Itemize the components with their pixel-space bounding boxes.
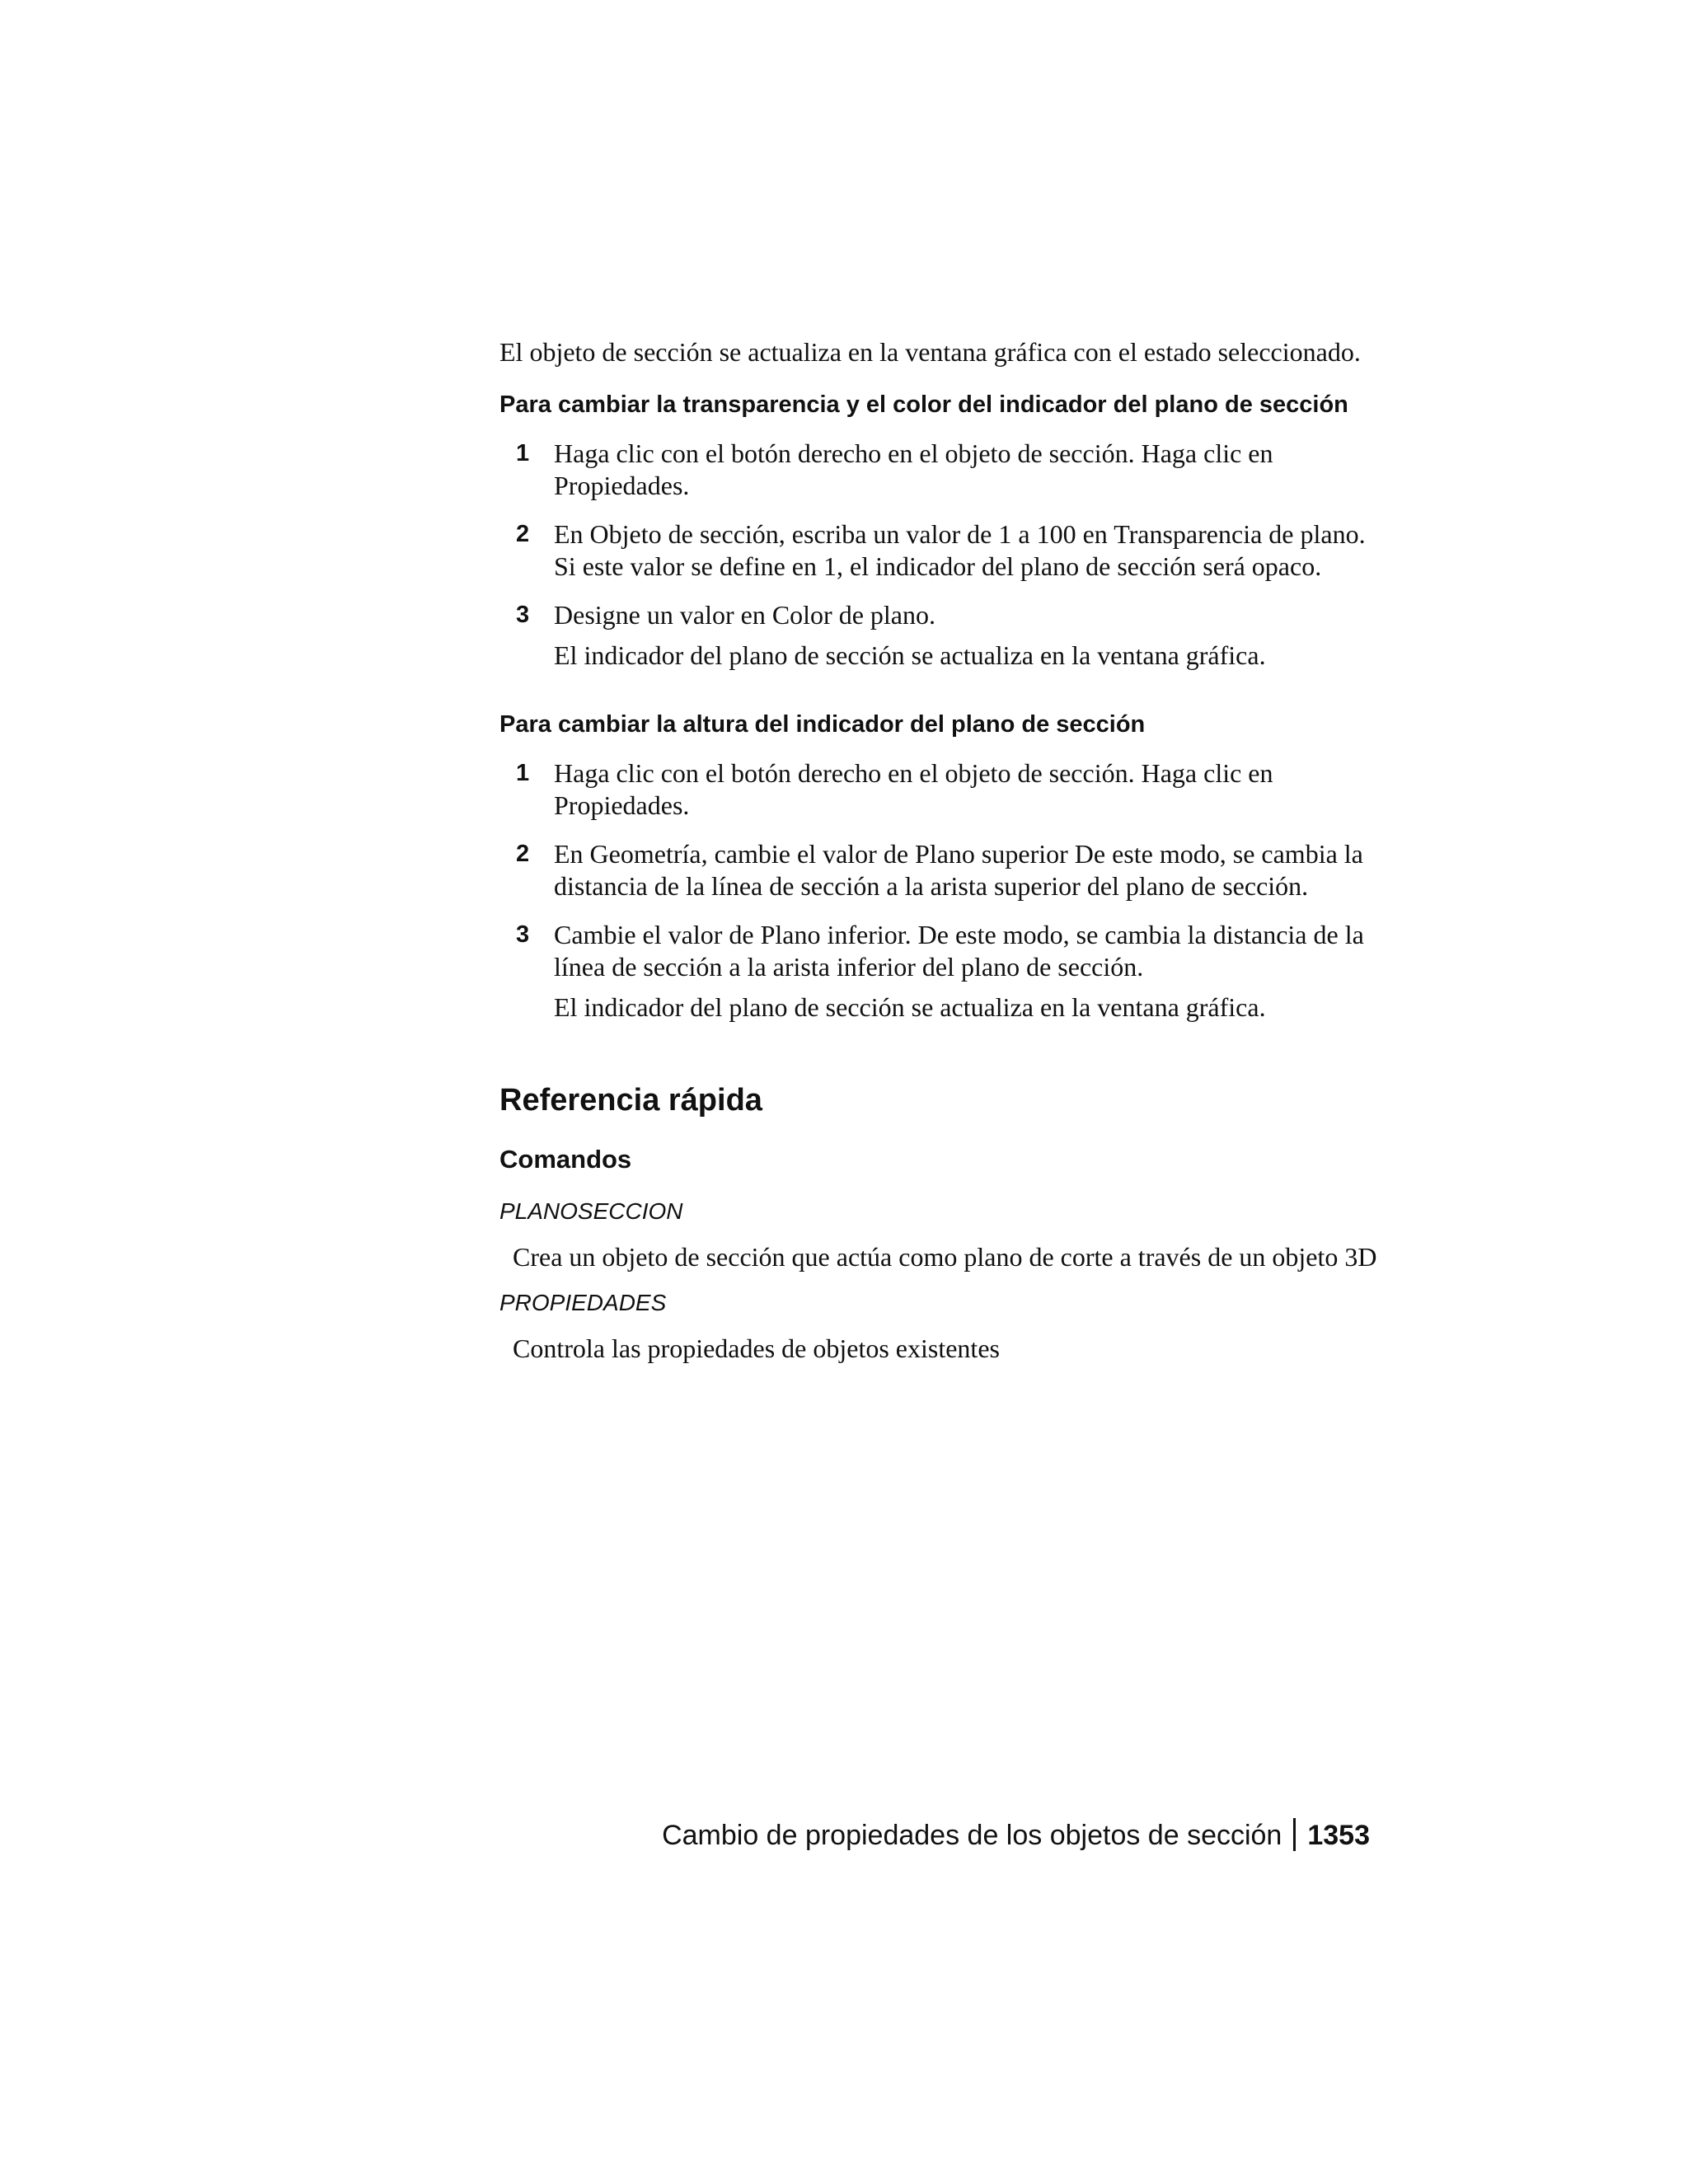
procedure-steps-height (499, 757, 1381, 1024)
step-text: En Objeto de sección, escriba un valor de 1 a 100 en Transparencia de plano. Si este valor se define en 1, el indicador del plano de sección será opaco. (554, 519, 1366, 581)
step-text: En Geometría, cambie el valor de Plano superior De este modo, se cambia la distancia de la línea de sección a la arista superior del plano de sección. (554, 839, 1363, 901)
procedure-steps-transparency (499, 438, 1381, 672)
footer-chapter-title: Cambio de propiedades de los objetos de sección (662, 1820, 1282, 1851)
page-number: 1353 (1307, 1820, 1370, 1851)
step-1 (499, 438, 1381, 502)
subsection-title-commands: Comandos (499, 1145, 632, 1174)
step-text: Cambie el valor de Plano inferior. De este modo, se cambia la distancia de la línea de sección a la arista inferior del plano de sección. (554, 920, 1364, 982)
section-title-quick-reference: Referencia rápida (499, 1083, 762, 1118)
step-number: 2 (516, 841, 530, 867)
step-3 (499, 919, 1381, 1024)
step-text: Haga clic con el botón derecho en el objeto de sección. Haga clic en Propiedades. (554, 438, 1273, 500)
step-number: 3 (516, 921, 530, 948)
step-result: El indicador del plano de sección se actualiza en la ventana gráfica. (554, 640, 1266, 670)
intro-paragraph: El objeto de sección se actualiza en la ventana gráfica con el estado seleccionado. (499, 337, 1361, 367)
procedure-heading-transparency: Para cambiar la transparencia y el color del indicador del plano de sección (499, 391, 1348, 418)
command-description-planoseccion: Crea un objeto de sección que actúa como plano de corte a través de un objeto 3D (513, 1242, 1377, 1272)
command-description-propiedades: Controla las propiedades de objetos existentes (513, 1333, 1000, 1363)
step-2 (499, 838, 1381, 902)
step-number: 3 (516, 602, 530, 628)
step-3 (499, 599, 1381, 672)
step-result: El indicador del plano de sección se actualiza en la ventana gráfica. (554, 992, 1266, 1022)
step-1 (499, 757, 1381, 822)
step-text: Designe un valor en Color de plano. (554, 600, 935, 630)
page-content (499, 336, 1381, 1380)
step-2 (499, 518, 1381, 583)
command-name-planoseccion: PLANOSECCION (499, 1198, 683, 1224)
procedure-heading-height: Para cambiar la altura del indicador del plano de sección (499, 711, 1146, 738)
step-number: 2 (516, 521, 530, 547)
step-number: 1 (516, 760, 530, 786)
step-text: Haga clic con el botón derecho en el objeto de sección. Haga clic en Propiedades. (554, 758, 1273, 820)
footer-separator (1293, 1818, 1296, 1851)
step-number: 1 (516, 440, 530, 466)
page-footer (662, 1817, 1370, 1854)
command-name-propiedades: PROPIEDADES (499, 1290, 667, 1315)
